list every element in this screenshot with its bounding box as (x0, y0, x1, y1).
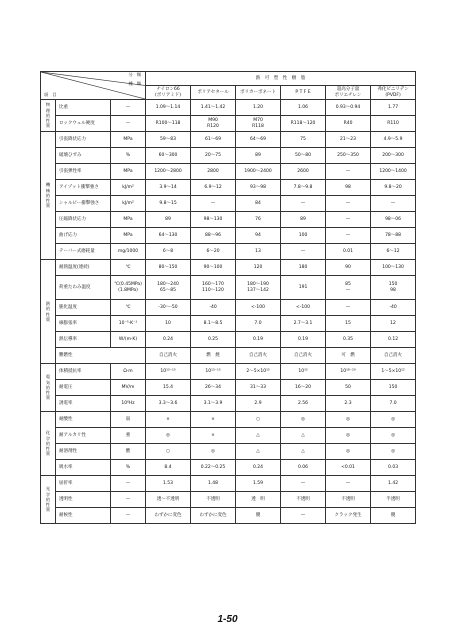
unit-cell: ℃ (111, 260, 146, 276)
unit-cell: — (111, 116, 146, 132)
unit-cell: ℃(0.45MPa) (1.8MPa) (111, 276, 146, 300)
value-cell: クラック発生 (326, 508, 371, 524)
value-cell: 89 (281, 212, 326, 228)
table-row (41, 132, 416, 148)
property-label: 屈折率 (56, 476, 111, 492)
value-cell: △ (236, 444, 281, 460)
unit-cell: — (111, 508, 146, 524)
property-label: 脆化温度 (56, 300, 111, 316)
unit-cell: 10⁶Hz (111, 396, 146, 412)
value-cell: 16〜20 (281, 380, 326, 396)
material-name-cell: ナイロン66 (ポリアミド) (146, 86, 191, 100)
value-cell: 64〜69 (236, 132, 281, 148)
value-cell: 0.24 (146, 332, 191, 348)
value-cell: 160〜170 110〜120 (191, 276, 236, 300)
table-row (41, 476, 416, 492)
value-cell: 優 (236, 508, 281, 524)
value-cell: 2〜5×10¹⁵ (236, 364, 281, 380)
table-row (41, 412, 416, 428)
value-cell: 0.93〜0.94 (326, 100, 371, 116)
value-cell: ◎ (326, 428, 371, 444)
value-cell: 1.06 (281, 100, 326, 116)
value-cell: 透 明 (236, 492, 281, 508)
property-label: 曲げ応力 (56, 228, 111, 244)
value-cell: 4.9〜5.9 (371, 132, 416, 148)
value-cell: — (326, 476, 371, 492)
value-cell: -40 (191, 300, 236, 316)
material-name-cell: ポリカーボネート (236, 86, 281, 100)
header-row-1 (41, 72, 416, 86)
property-label: 引張降伏応力 (56, 132, 111, 148)
value-cell: 191 (281, 276, 326, 300)
property-label: 耐熱温度(連続) (56, 260, 111, 276)
value-cell: 7.0 (371, 396, 416, 412)
unit-cell: — (111, 100, 146, 116)
category-cell (41, 476, 56, 524)
value-cell: △ (281, 444, 326, 460)
value-cell: 20〜75 (191, 148, 236, 164)
corner-material-label: 種 類 (128, 81, 142, 86)
value-cell: ◎ (371, 428, 416, 444)
property-table-sheet (40, 71, 415, 524)
value-cell: × (191, 428, 236, 444)
value-cell: ◎ (326, 412, 371, 428)
value-cell: — (281, 476, 326, 492)
table-row (41, 260, 416, 276)
value-cell: 自己消火 (281, 348, 326, 364)
value-cell: 3.9〜14 (146, 180, 191, 196)
value-cell: 0.01 (326, 244, 371, 260)
value-cell: 26〜34 (191, 380, 236, 396)
value-cell: 88〜96 (191, 228, 236, 244)
value-cell: 75 (281, 132, 326, 148)
value-cell: 0.03 (371, 460, 416, 476)
value-cell: ◎ (281, 412, 326, 428)
value-cell: 200〜300 (371, 148, 416, 164)
value-cell: 250〜350 (326, 148, 371, 164)
category-label: 機械的性質 (45, 182, 51, 209)
value-cell: 10¹⁵ (281, 364, 326, 380)
value-cell: 9.8〜20 (371, 180, 416, 196)
property-label: 体積抵抗率 (56, 364, 111, 380)
category-label: 光学的性質 (45, 486, 51, 513)
value-cell: ◎ (191, 444, 236, 460)
value-cell: 100 (281, 228, 326, 244)
value-cell: 不透明 (191, 492, 236, 508)
value-cell: 6〜8 (146, 244, 191, 260)
table-row (41, 364, 416, 380)
table-row (41, 396, 416, 412)
property-label: 耐電圧 (56, 380, 111, 396)
unit-cell: 10⁻⁵·K⁻¹ (111, 316, 146, 332)
value-cell: 12 (371, 316, 416, 332)
value-cell: 89 (236, 148, 281, 164)
table-row (41, 316, 416, 332)
material-name-cell: 弗化ビニリデン (PVDF) (371, 86, 416, 100)
table-row (41, 348, 416, 364)
table-row (41, 196, 416, 212)
value-cell: 21〜23 (326, 132, 371, 148)
table-row (41, 148, 416, 164)
unit-cell: — (111, 476, 146, 492)
value-cell: ○ (146, 444, 191, 460)
value-cell: 50 (326, 380, 371, 396)
unit-cell: ℃ (111, 300, 146, 316)
category-cell (41, 132, 56, 260)
category-cell (41, 260, 56, 364)
value-cell: R110 (371, 116, 416, 132)
value-cell: 10 (146, 316, 191, 332)
table-row (41, 212, 416, 228)
value-cell: 31〜33 (236, 380, 281, 396)
value-cell: △ (236, 428, 281, 444)
table-row (41, 164, 416, 180)
value-cell: 98 (326, 180, 371, 196)
value-cell: 可 燃 (326, 348, 371, 364)
property-label: 比重 (56, 100, 111, 116)
unit-cell: MPa (111, 132, 146, 148)
table-row (41, 492, 416, 508)
value-cell: ◎ (371, 444, 416, 460)
value-cell: 1200〜1400 (371, 164, 416, 180)
value-cell: 1.53 (146, 476, 191, 492)
page-number: 1-50 (217, 614, 238, 625)
value-cell: × (191, 412, 236, 428)
value-cell: 半透明 (371, 492, 416, 508)
corner-item-label: 項 目 (44, 92, 57, 98)
table-row (41, 180, 416, 196)
unit-cell: MPa (111, 212, 146, 228)
value-cell: 120 (236, 260, 281, 276)
property-label: 引張弾性率 (56, 164, 111, 180)
value-cell: 150 98 (371, 276, 416, 300)
value-cell: 61〜69 (191, 132, 236, 148)
value-cell: 2800 (191, 164, 236, 180)
value-cell: 0.22〜0.25 (191, 460, 236, 476)
value-cell: — (326, 164, 371, 180)
value-cell: 13 (236, 244, 281, 260)
unit-cell: % (111, 148, 146, 164)
property-label: 破壊ひずみ (56, 148, 111, 164)
resin-property-table (40, 71, 416, 524)
material-name-cell: P T F E (281, 86, 326, 100)
value-cell: 7.8〜9.8 (281, 180, 326, 196)
value-cell: 6〜20 (191, 244, 236, 260)
value-cell: — (326, 196, 371, 212)
value-cell: 優 (371, 508, 416, 524)
value-cell: 8.4 (146, 460, 191, 476)
value-cell: — (191, 196, 236, 212)
table-row (41, 508, 416, 524)
value-cell: 60〜300 (146, 148, 191, 164)
property-label: 耐アルカリ性 (56, 428, 111, 444)
flame-label: 難燃性 (59, 352, 73, 358)
value-cell: 59〜83 (146, 132, 191, 148)
value-cell: △ (281, 428, 326, 444)
category-cell (41, 412, 56, 476)
property-label (56, 348, 146, 364)
value-cell: 0.12 (371, 332, 416, 348)
table-row (41, 276, 416, 300)
value-cell: — (326, 228, 371, 244)
value-cell: 0.19 (236, 332, 281, 348)
value-cell: — (371, 196, 416, 212)
value-cell: 1.42 (371, 476, 416, 492)
table-row (41, 100, 416, 116)
unit-cell: MPa (111, 164, 146, 180)
value-cell: 15.4 (146, 380, 191, 396)
value-cell: <0.01 (326, 460, 371, 476)
value-cell: M70 R118 (236, 116, 281, 132)
value-cell: <-100 (281, 300, 326, 316)
value-cell: R118〜120 (281, 116, 326, 132)
property-label: 誘電率 (56, 396, 111, 412)
value-cell: -40 (371, 300, 416, 316)
property-label: 吸水率 (56, 460, 111, 476)
value-cell: R40 (326, 116, 371, 132)
value-cell: ◎ (146, 428, 191, 444)
property-label: 耐溶剤性 (56, 444, 111, 460)
value-cell: ◎ (326, 444, 371, 460)
value-cell: 0.19 (281, 332, 326, 348)
value-cell: 2.56 (281, 396, 326, 412)
unit-cell: mg/1000 (111, 244, 146, 260)
property-label: 熱伝導率 (56, 332, 111, 348)
value-cell: -30〜-50 (146, 300, 191, 316)
property-label: テーバー式磨耗量 (56, 244, 111, 260)
value-cell: 84 (236, 196, 281, 212)
value-cell: 1〜5×10¹² (371, 364, 416, 380)
value-cell: 自己消火 (146, 348, 191, 364)
category-cell (41, 364, 56, 412)
value-cell: 76 (236, 212, 281, 228)
value-cell: ◎ (371, 412, 416, 428)
unit-cell: Ω·m (111, 364, 146, 380)
value-cell: 0.06 (281, 460, 326, 476)
category-label: 電気的性質 (45, 374, 51, 401)
unit-cell: — (111, 492, 146, 508)
value-cell: 0.24 (236, 460, 281, 476)
value-cell: 0.25 (191, 332, 236, 348)
value-cell: 3.3〜3.6 (146, 396, 191, 412)
table-row (41, 380, 416, 396)
value-cell: 8.1〜8.5 (191, 316, 236, 332)
value-cell: ○ (236, 412, 281, 428)
value-cell: 90〜100 (191, 260, 236, 276)
category-label: 熱的性質 (45, 301, 51, 322)
property-label: 線膨張率 (56, 316, 111, 332)
value-cell: 2.7〜3.1 (281, 316, 326, 332)
table-row (41, 300, 416, 316)
corner-header-cell (41, 72, 146, 100)
property-label: ロックウェル硬度 (56, 116, 111, 132)
value-cell: 78〜88 (371, 228, 416, 244)
table-row (41, 444, 416, 460)
value-cell: 93〜98 (236, 180, 281, 196)
value-cell: — (281, 244, 326, 260)
unit-cell: 強 (111, 428, 146, 444)
value-cell: 不透明 (326, 492, 371, 508)
value-cell: 94 (236, 228, 281, 244)
value-cell: 9.8〜15 (146, 196, 191, 212)
value-cell: 7.0 (236, 316, 281, 332)
table-row (41, 460, 416, 476)
unit-cell: MPa (111, 228, 146, 244)
value-cell: 1.41〜1.42 (191, 100, 236, 116)
unit-cell: 酸 (111, 444, 146, 460)
value-cell: 64〜130 (146, 228, 191, 244)
property-label: 耐候性 (56, 508, 111, 524)
property-label: 圧縮降伏応力 (56, 212, 111, 228)
unit-cell: W/(m·K) (111, 332, 146, 348)
value-cell: 180〜190 137〜142 (236, 276, 281, 300)
value-cell: 2600 (281, 164, 326, 180)
table-row (41, 428, 416, 444)
value-cell: × (146, 412, 191, 428)
material-name-cell: ポリアセタール (191, 86, 236, 100)
unit-cell: kJ/m² (111, 180, 146, 196)
value-cell: 2.9 (236, 396, 281, 412)
value-cell: 1.20 (236, 100, 281, 116)
unit-cell: 弱 (111, 412, 146, 428)
value-cell: 3.1〜3.9 (191, 396, 236, 412)
value-cell: 6.9〜12 (191, 180, 236, 196)
value-cell: 50〜80 (281, 148, 326, 164)
category-label: 化学的性質 (45, 430, 51, 457)
table-row (41, 332, 416, 348)
value-cell: 自己消火 (371, 348, 416, 364)
property-label: 荷重たわみ温度 (56, 276, 111, 300)
value-cell: 90 (326, 260, 371, 276)
property-label: アイゾット衝撃強さ (56, 180, 111, 196)
property-label: 透明性 (56, 492, 111, 508)
value-cell: — (281, 196, 326, 212)
value-cell: 自己消火 (236, 348, 281, 364)
value-cell: 10¹³⁻¹⁵ (146, 364, 191, 380)
table-row (41, 228, 416, 244)
value-cell: 100〜130 (371, 260, 416, 276)
unit-cell: kJ/m² (111, 196, 146, 212)
value-cell: 180 (281, 260, 326, 276)
value-cell: — (281, 508, 326, 524)
category-label: 物理的性質 (45, 102, 51, 129)
thermoplastic-header: 熱 可 塑 性 樹 脂 (146, 72, 416, 86)
property-label: 耐酸性 (56, 412, 111, 428)
value-cell: 15 (326, 316, 371, 332)
value-cell: R100〜118 (146, 116, 191, 132)
value-cell: <-100 (236, 300, 281, 316)
value-cell: 89 (146, 212, 191, 228)
value-cell: 10¹⁸⁻²⁰ (326, 364, 371, 380)
value-cell: 180〜240 65〜85 (146, 276, 191, 300)
value-cell: — (326, 300, 371, 316)
corner-group-label: 分 類 (128, 72, 142, 77)
value-cell: 1.77 (371, 100, 416, 116)
value-cell: 0.35 (326, 332, 371, 348)
unit-cell: MV/m (111, 380, 146, 396)
value-cell: 1.48 (191, 476, 236, 492)
category-cell (41, 100, 56, 132)
value-cell: 燃 焼 (191, 348, 236, 364)
value-cell: 2.3 (326, 396, 371, 412)
value-cell: 80〜150 (146, 260, 191, 276)
value-cell: 透〜不透明 (146, 492, 191, 508)
table-row (41, 116, 416, 132)
table-row (41, 244, 416, 260)
property-label: シャルピー衝撃強さ (56, 196, 111, 212)
value-cell: 1.59 (236, 476, 281, 492)
value-cell: 85 — (326, 276, 371, 300)
value-cell: — (326, 212, 371, 228)
value-cell: 98〜130 (191, 212, 236, 228)
value-cell: わずかに変色 (191, 508, 236, 524)
value-cell: わずかに変色 (146, 508, 191, 524)
material-name-cell: 超高分子量 ポリエチレン (326, 86, 371, 100)
value-cell: 150 (371, 380, 416, 396)
value-cell: 6〜12 (371, 244, 416, 260)
value-cell: 1200〜2800 (146, 164, 191, 180)
value-cell: 不透明 (281, 492, 326, 508)
value-cell: 98〜06 (371, 212, 416, 228)
value-cell: 10¹³⁻¹⁵ (191, 364, 236, 380)
value-cell: 1900〜2400 (236, 164, 281, 180)
value-cell: M90 R120 (191, 116, 236, 132)
value-cell: 1.09〜1.14 (146, 100, 191, 116)
unit-cell: % (111, 460, 146, 476)
